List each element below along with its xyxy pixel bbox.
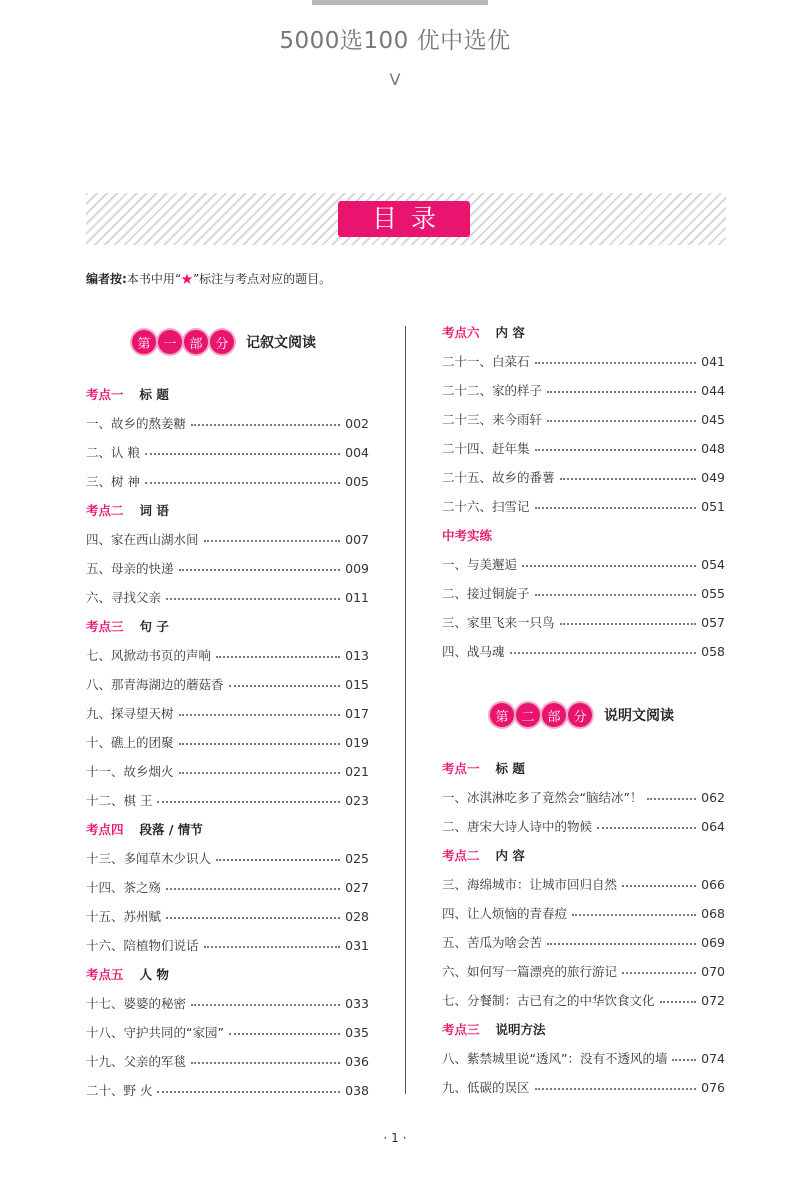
dot-leader <box>179 714 341 716</box>
toc-entry-title: 十九、父亲的军毯 <box>86 1054 187 1069</box>
toc-entry-title: 八、紫禁城里说“透风”：没有不透风的墙 <box>442 1051 668 1066</box>
toc-entry-title: 七、风掀动书页的声响 <box>86 648 212 663</box>
toc-entry[interactable] <box>442 554 725 574</box>
dot-leader <box>229 685 341 687</box>
dot-leader <box>166 598 340 600</box>
dot-leader <box>204 540 341 542</box>
dot-leader <box>622 972 696 974</box>
toc-entry[interactable] <box>442 438 725 458</box>
toc-entry-title: 六、寻找父亲 <box>86 590 162 605</box>
dot-leader <box>535 362 697 364</box>
toc-entry-page: 054 <box>701 556 725 572</box>
toc-entry[interactable] <box>442 612 725 632</box>
toc-entry[interactable] <box>86 587 369 607</box>
toc-entry[interactable] <box>86 1051 369 1071</box>
toc-entry-title: 五、苦瓜为啥会苦 <box>442 935 543 950</box>
toc-entry[interactable] <box>86 703 369 723</box>
toc-entry-page: 023 <box>345 792 369 808</box>
toc-entry[interactable] <box>86 1022 369 1042</box>
toc-entry[interactable] <box>442 380 725 400</box>
toc-entry-title: 八、那青海湖边的蘑菇香 <box>86 677 224 692</box>
toc-entry[interactable] <box>442 583 725 603</box>
section-title: 内 容 <box>495 325 525 340</box>
toc-entry-title: 二十二、家的样子 <box>442 383 543 398</box>
toc-entry-page: 017 <box>345 705 369 721</box>
section-heading <box>86 964 169 984</box>
toc-entry-title: 二、接过铜旋子 <box>442 586 530 601</box>
toc-entry[interactable] <box>86 558 369 578</box>
section-key: 考点四 <box>86 822 124 837</box>
editor-note <box>86 270 331 287</box>
part-circle: 分 <box>568 703 592 727</box>
toc-entry[interactable] <box>86 993 369 1013</box>
dot-leader <box>179 743 341 745</box>
toc-entry[interactable] <box>86 674 369 694</box>
toc-entry-page: 057 <box>701 614 725 630</box>
chevron-down-icon: V <box>389 70 401 89</box>
dot-leader <box>166 917 340 919</box>
dot-leader <box>672 1059 696 1061</box>
toc-entry[interactable] <box>442 961 725 981</box>
top-decoration-bar <box>312 0 488 5</box>
toc-entry-page: 076 <box>701 1079 725 1095</box>
toc-entry-page: 049 <box>701 469 725 485</box>
toc-entry-title: 十四、茶之殇 <box>86 880 162 895</box>
toc-entry-page: 013 <box>345 647 369 663</box>
dot-leader <box>522 565 696 567</box>
toc-entry-page: 019 <box>345 734 369 750</box>
toc-entry-title: 七、分餐制：古已有之的中华饮食文化 <box>442 993 655 1008</box>
toc-entry-page: 068 <box>701 905 725 921</box>
toc-entry-title: 十一、故乡烟火 <box>86 764 174 779</box>
part-title: 记叙文阅读 <box>246 335 316 351</box>
toc-entry-title: 一、故乡的熬姜糖 <box>86 416 187 431</box>
toc-entry-page: 074 <box>701 1050 725 1066</box>
toc-entry[interactable] <box>442 351 725 371</box>
dot-leader <box>547 943 696 945</box>
dot-leader <box>166 888 340 890</box>
toc-entry[interactable] <box>86 442 369 462</box>
header-slogan: 5000选100 优中选优 <box>279 28 511 54</box>
part-circle: 第 <box>490 703 514 727</box>
section-title: 标 题 <box>495 761 525 776</box>
toc-entry-title: 四、让人烦恼的青春痘 <box>442 906 568 921</box>
dot-leader <box>535 507 697 509</box>
section-key: 考点六 <box>442 325 480 340</box>
toc-entry-title: 十二、棋 王 <box>86 793 153 808</box>
toc-entry-page: 069 <box>701 934 725 950</box>
toc-entry[interactable] <box>86 1080 369 1100</box>
dot-leader <box>191 424 340 426</box>
toc-entry[interactable] <box>86 935 369 955</box>
toc-entry-title: 三、海绵城市：让城市回归自然 <box>442 877 618 892</box>
section-heading <box>86 616 169 636</box>
dot-leader <box>535 1088 697 1090</box>
toc-entry-page: 045 <box>701 411 725 427</box>
toc-entry-page: 066 <box>701 876 725 892</box>
toc-entry-title: 二十五、故乡的番薯 <box>442 470 555 485</box>
section-heading <box>442 525 492 545</box>
toc-entry-page: 015 <box>345 676 369 692</box>
toc-entry[interactable] <box>86 529 369 549</box>
section-title: 标 题 <box>139 387 169 402</box>
toc-entry[interactable] <box>442 467 725 487</box>
toc-entry-title: 二、认 粮 <box>86 445 140 460</box>
toc-entry-title: 十七、婆婆的秘密 <box>86 996 187 1011</box>
toc-entry-page: 038 <box>345 1082 369 1098</box>
section-key: 考点二 <box>442 848 480 863</box>
toc-entry-title: 二十一、白菜石 <box>442 354 530 369</box>
toc-entry[interactable] <box>442 903 725 923</box>
section-key: 考点三 <box>442 1022 480 1037</box>
toc-entry-title: 二十三、来今雨轩 <box>442 412 543 427</box>
dot-leader <box>179 772 341 774</box>
toc-entry-title: 三、树 神 <box>86 474 140 489</box>
dot-leader <box>229 1033 340 1035</box>
toc-entry-page: 036 <box>345 1053 369 1069</box>
toc-entry[interactable] <box>442 932 725 952</box>
toc-entry[interactable] <box>86 413 369 433</box>
toc-entry-title: 三、家里飞来一只鸟 <box>442 615 555 630</box>
toc-entry-page: 028 <box>345 908 369 924</box>
toc-entry-page: 064 <box>701 818 725 834</box>
section-title: 内 容 <box>495 848 525 863</box>
toc-entry-title: 十三、多闻草木少识人 <box>86 851 212 866</box>
toc-entry-title: 六、如何写一篇漂亮的旅行游记 <box>442 964 618 979</box>
toc-entry[interactable] <box>86 906 369 926</box>
toc-entry-title: 十八、守护共同的“家园” <box>86 1025 224 1040</box>
dot-leader <box>547 391 696 393</box>
toc-entry[interactable] <box>86 732 369 752</box>
section-heading <box>442 1019 546 1039</box>
toc-entry-title: 十、礁上的团聚 <box>86 735 174 750</box>
dot-leader <box>510 652 697 654</box>
section-heading <box>442 845 525 865</box>
toc-entry[interactable] <box>86 761 369 781</box>
toc-entry[interactable] <box>86 790 369 810</box>
toc-entry-page: 044 <box>701 382 725 398</box>
section-heading <box>442 758 525 778</box>
toc-entry[interactable] <box>442 874 725 894</box>
column-divider <box>405 326 406 1094</box>
section-heading <box>86 384 169 404</box>
toc-entry-title: 四、家在西山湖水间 <box>86 532 199 547</box>
part-one-heading <box>132 329 316 355</box>
section-heading <box>442 322 525 342</box>
section-heading <box>86 500 169 520</box>
section-key: 中考实练 <box>442 528 493 543</box>
dot-leader <box>535 449 697 451</box>
section-key: 考点二 <box>86 503 124 518</box>
section-title: 段落 / 情节 <box>139 822 203 837</box>
toc-entry[interactable] <box>86 877 369 897</box>
toc-entry-page: 062 <box>701 789 725 805</box>
dot-leader <box>660 1001 697 1003</box>
editor-note-text-after: ”标注与考点对应的题目。 <box>192 272 332 286</box>
toc-entry-page: 070 <box>701 963 725 979</box>
toc-entry[interactable] <box>86 645 369 665</box>
toc-entry-page: 041 <box>701 353 725 369</box>
toc-entry[interactable] <box>442 816 725 836</box>
toc-entry[interactable] <box>442 409 725 429</box>
page-number: · 1 · <box>383 1131 407 1145</box>
toc-entry-page: 035 <box>345 1024 369 1040</box>
part-circle: 第 <box>132 330 156 354</box>
dot-leader <box>204 946 341 948</box>
part-two-heading <box>490 702 674 728</box>
dot-leader <box>572 914 696 916</box>
toc-entry-title: 二、唐宋大诗人诗中的物候 <box>442 819 593 834</box>
toc-entry-page: 021 <box>345 763 369 779</box>
editor-note-text-before: 本书中用“ <box>126 272 181 286</box>
part-circle: 二 <box>516 703 540 727</box>
toc-entry-title: 一、冰淇淋吃多了竟然会“脑结冰”！ <box>442 790 643 805</box>
section-heading <box>86 819 203 839</box>
toc-entry-page: 058 <box>701 643 725 659</box>
part-title: 说明文阅读 <box>604 708 674 724</box>
dot-leader <box>157 801 340 803</box>
toc-entry-title: 十五、苏州赋 <box>86 909 162 924</box>
toc-entry[interactable] <box>442 641 725 661</box>
toc-title: 目录 <box>338 201 470 237</box>
toc-entry-page: 009 <box>345 560 369 576</box>
dot-leader <box>179 569 341 571</box>
toc-entry-page: 002 <box>345 415 369 431</box>
toc-entry-title: 九、低碳的误区 <box>442 1080 530 1095</box>
section-key: 考点一 <box>442 761 480 776</box>
section-title: 人 物 <box>139 967 169 982</box>
part-circle: 分 <box>210 330 234 354</box>
toc-entry-title: 一、与美邂逅 <box>442 557 518 572</box>
toc-entry[interactable] <box>442 496 725 516</box>
dot-leader <box>622 885 696 887</box>
toc-entry[interactable] <box>442 1048 725 1068</box>
section-title: 词 语 <box>139 503 169 518</box>
toc-entry-title: 四、战马魂 <box>442 644 505 659</box>
toc-entry[interactable] <box>86 848 369 868</box>
section-key: 考点一 <box>86 387 124 402</box>
dot-leader <box>145 453 340 455</box>
part-circle: 部 <box>184 330 208 354</box>
toc-entry-page: 004 <box>345 444 369 460</box>
toc-entry-page: 031 <box>345 937 369 953</box>
toc-entry-page: 011 <box>345 589 369 605</box>
toc-entry[interactable] <box>442 787 725 807</box>
dot-leader <box>157 1091 340 1093</box>
dot-leader <box>145 482 340 484</box>
toc-entry-page: 007 <box>345 531 369 547</box>
toc-entry-page: 027 <box>345 879 369 895</box>
toc-entry-title: 九、探寻望天树 <box>86 706 174 721</box>
toc-entry-page: 051 <box>701 498 725 514</box>
toc-entry-page: 033 <box>345 995 369 1011</box>
section-title: 句 子 <box>139 619 169 634</box>
toc-entry-title: 十六、陪植物们说话 <box>86 938 199 953</box>
dot-leader <box>647 798 696 800</box>
dot-leader <box>547 420 696 422</box>
part-circle: 部 <box>542 703 566 727</box>
dot-leader <box>560 623 697 625</box>
dot-leader <box>597 827 696 829</box>
toc-entry-page: 055 <box>701 585 725 601</box>
section-key: 考点五 <box>86 967 124 982</box>
toc-entry-page: 048 <box>701 440 725 456</box>
toc-entry-page: 072 <box>701 992 725 1008</box>
toc-entry-page: 025 <box>345 850 369 866</box>
toc-entry-title: 五、母亲的快递 <box>86 561 174 576</box>
toc-entry-page: 005 <box>345 473 369 489</box>
dot-leader <box>535 594 697 596</box>
toc-entry[interactable] <box>442 1077 725 1097</box>
toc-banner <box>86 193 726 245</box>
part-circle: 一 <box>158 330 182 354</box>
section-title: 说明方法 <box>495 1022 546 1037</box>
editor-note-label: 编者按: <box>86 272 127 286</box>
toc-entry[interactable] <box>86 471 369 491</box>
dot-leader <box>191 1062 340 1064</box>
dot-leader <box>560 478 697 480</box>
star-icon: ★ <box>180 272 193 286</box>
toc-entry[interactable] <box>442 990 725 1010</box>
section-key: 考点三 <box>86 619 124 634</box>
dot-leader <box>216 656 340 658</box>
dot-leader <box>191 1004 340 1006</box>
toc-entry-title: 二十六、扫雪记 <box>442 499 530 514</box>
toc-entry-title: 二十、野 火 <box>86 1083 153 1098</box>
dot-leader <box>216 859 340 861</box>
toc-entry-title: 二十四、赶年集 <box>442 441 530 456</box>
